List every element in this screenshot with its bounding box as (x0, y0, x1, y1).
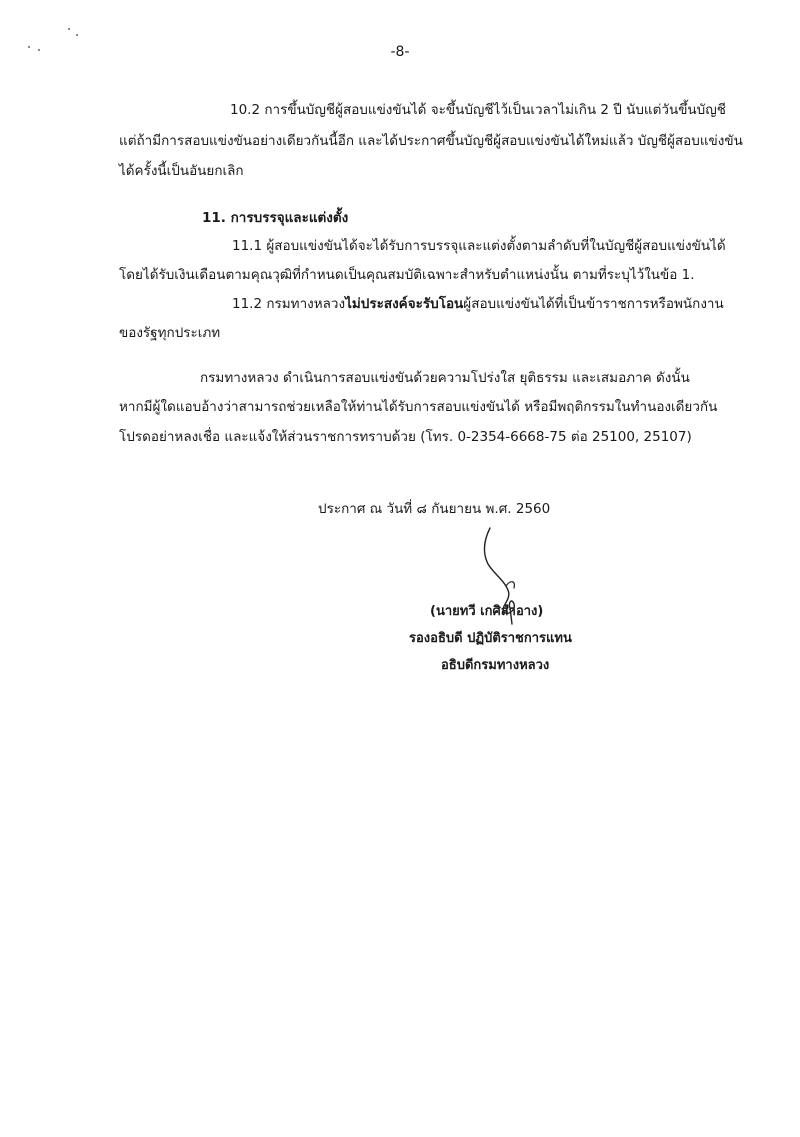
item-11-2-emphasis: ไม่ประสงค์จะรับโอน (345, 296, 464, 312)
notice-line-1: กรมทางหลวง ดำเนินการสอบแข่งขันด้วยความโปร่งใส ยุติธรรม และเสมอภาค ดังนั้น (200, 370, 690, 386)
paragraph-10-2-line-2: แต่ถ้ามีการสอบแข่งขันอย่างเดียวกันนี้อีก และได้ประกาศขึ้นบัญชีผู้สอบแข่งขันได้ใหม่แล้ว บัญชีผู้สอบแข่งขัน (119, 133, 743, 149)
scan-speck (68, 28, 70, 30)
notice-line-2: หากมีผู้ใดแอบอ้างว่าสามารถช่วยเหลือให้ท่านได้รับการสอบแข่งขันได้ หรือมีพฤติกรรมในทำนองเดียวกัน (119, 399, 718, 415)
item-11-1-line-2: โดยได้รับเงินเดือนตามคุณวุฒิที่กำหนดเป็นคุณสมบัติเฉพาะสำหรับตำแหน่งนั้น ตามที่ระบุไว้ในข้อ 1. (119, 267, 695, 283)
item-11-2-line-2: ของรัฐทุกประเภท (119, 325, 221, 341)
notice-line-3: โปรดอย่าหลงเชื่อ และแจ้งให้ส่วนราชการทราบด้วย (โทร. 0-2354-6668-75 ต่อ 25100, 25107) (119, 429, 692, 445)
item-11-2-line-1 (232, 294, 724, 314)
item-11-1-line-1: 11.1 ผู้สอบแข่งขันได้จะได้รับการบรรจุและแต่งตั้งตามลำดับที่ในบัญชีผู้สอบแข่งขันได้ (232, 238, 726, 254)
signatory-organization: อธิบดีกรมทางหลวง (441, 658, 550, 673)
item-11-2-text-cont: ผู้สอบแข่งขันได้ที่เป็นข้าราชการหรือพนักงาน (463, 296, 724, 312)
item-11-2-text: 11.2 กรมทางหลวง (232, 296, 346, 312)
page-number: -8- (390, 44, 410, 60)
scan-speck (76, 34, 78, 36)
signatory-name: (นายทวี เกศิสำอาง) (430, 604, 544, 619)
section-11-heading: 11. การบรรจุและแต่งตั้ง (202, 210, 349, 226)
signatory-title: รองอธิบดี ปฏิบัติราชการแทน (409, 631, 572, 646)
section-10-2-text: 10.2 การขึ้นบัญชีผู้สอบแข่งขันได้ (230, 102, 431, 118)
section-10-2-text-cont: จะขึ้นบัญชีไว้เป็นเวลาไม่เกิน 2 ปี นับแต่วันขึ้นบัญชี (430, 102, 726, 118)
paragraph-10-2-line-3: ได้ครั้งนี้เป็นอันยกเลิก (119, 163, 244, 179)
paragraph-10-2-line-1 (230, 100, 726, 120)
announcement-date: ประกาศ ณ วันที่ ๘ กันยายน พ.ศ. 2560 (318, 501, 551, 517)
